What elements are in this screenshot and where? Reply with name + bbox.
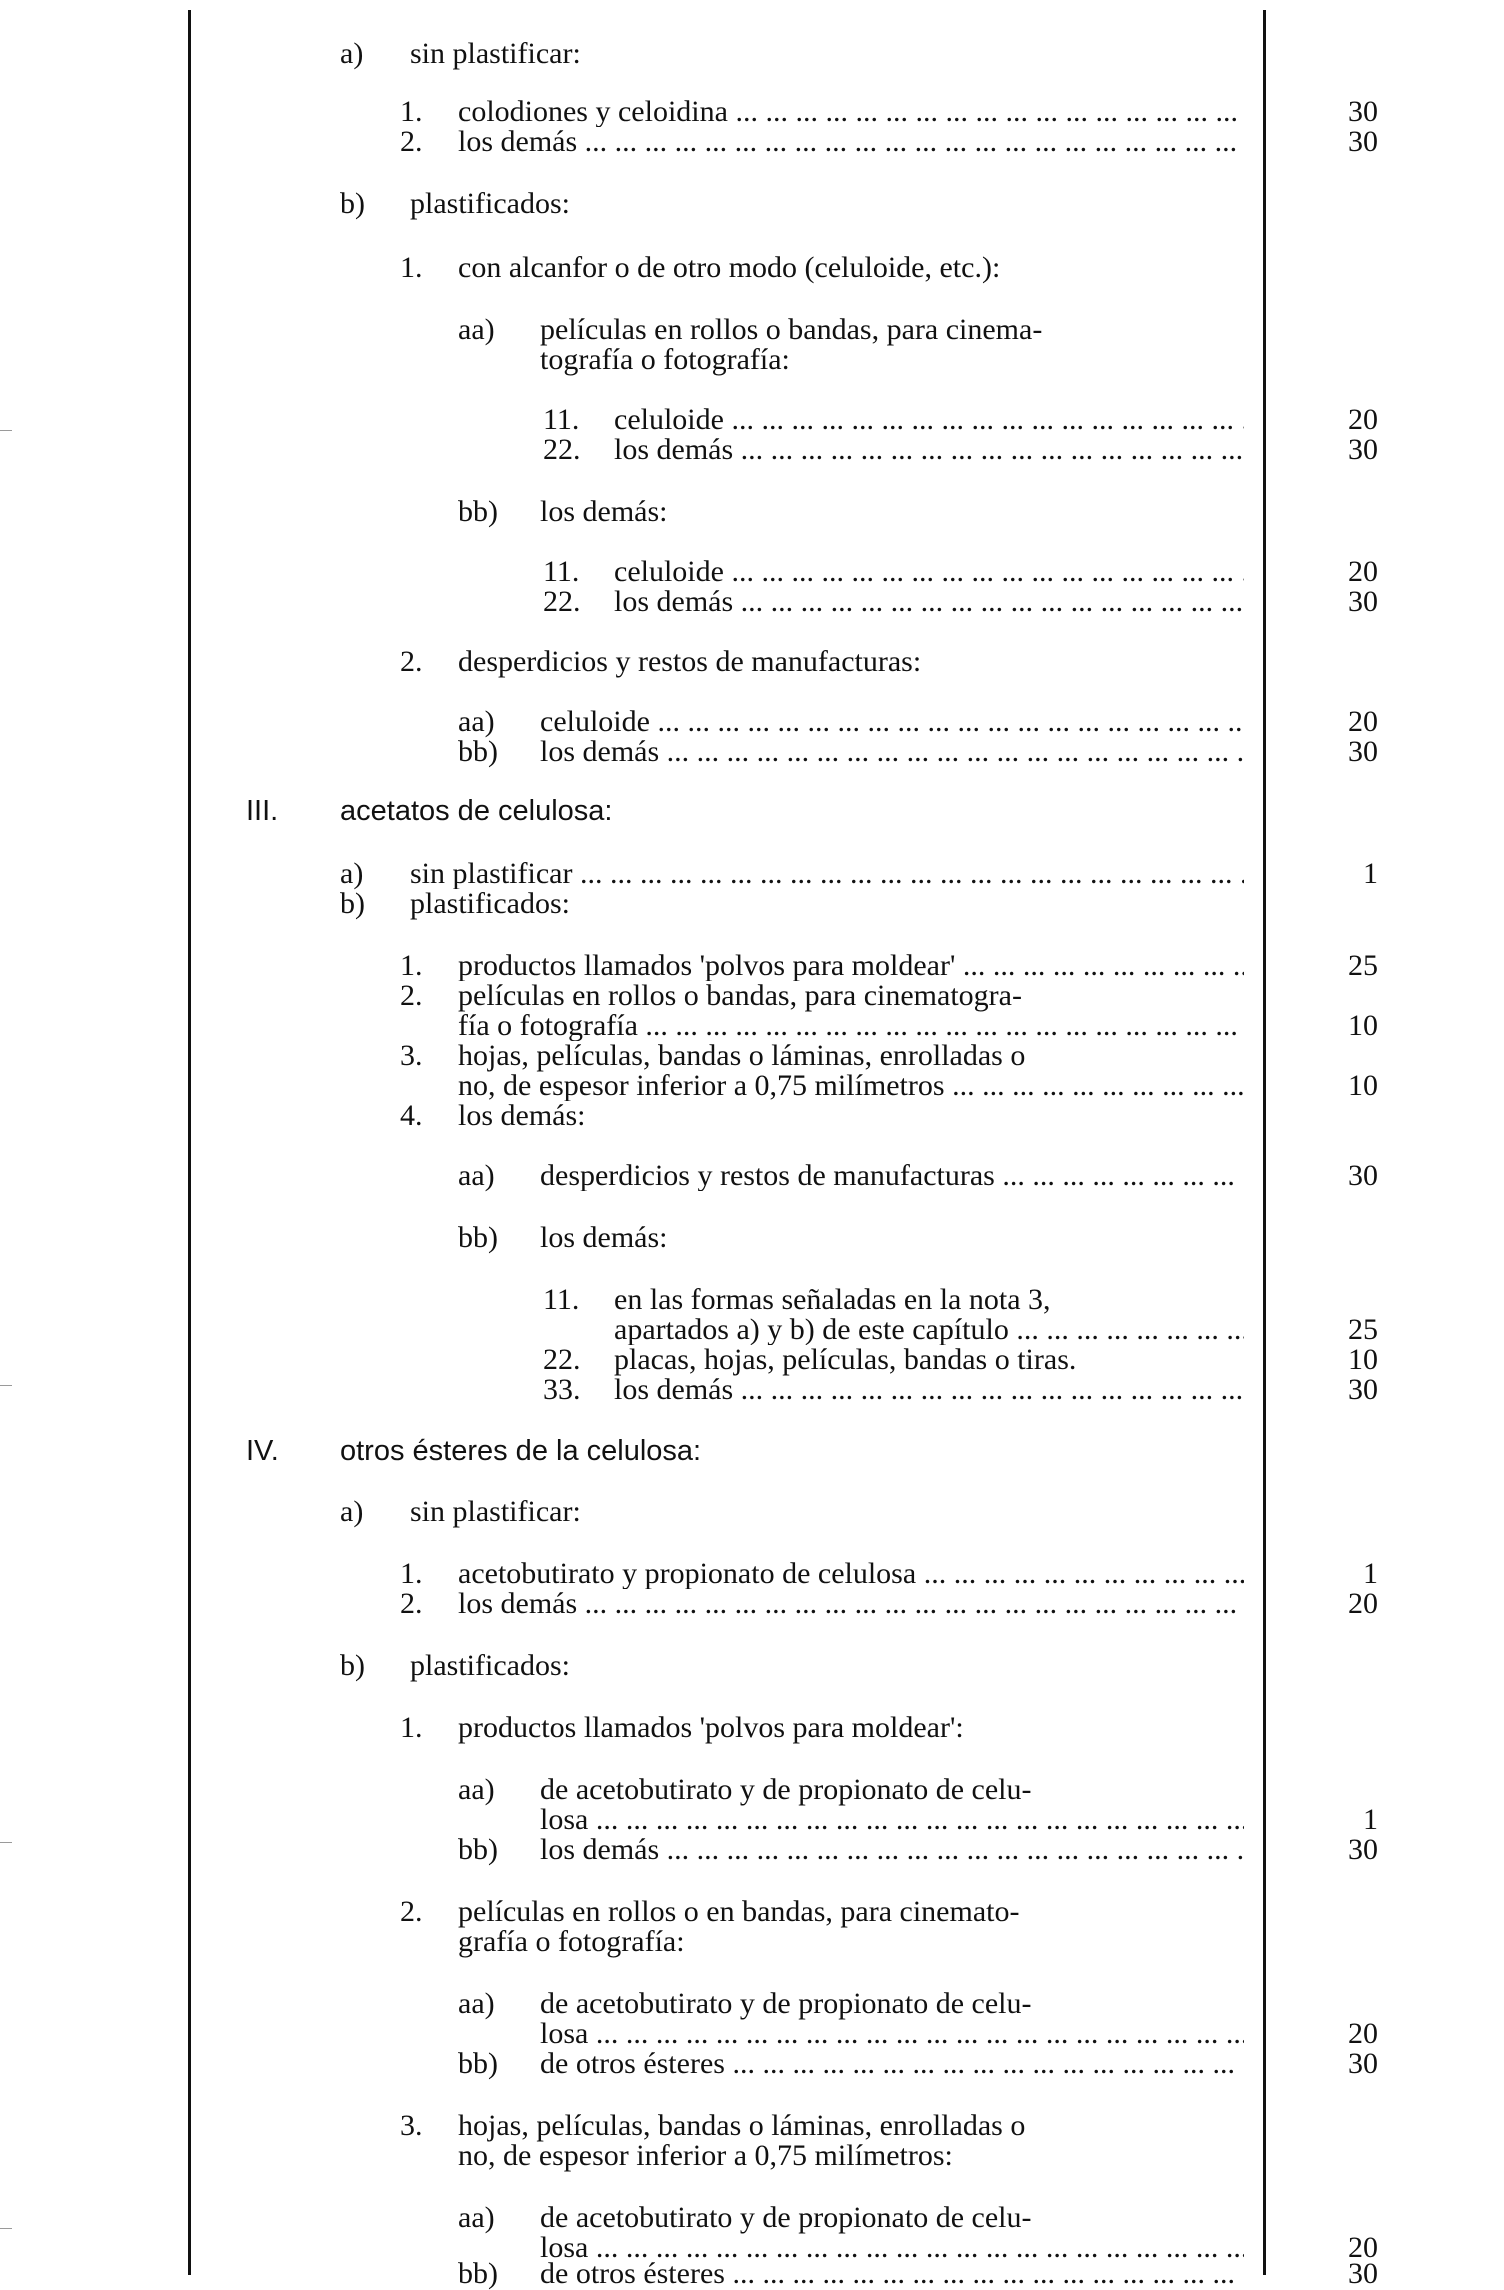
item-label: bb) [458,2047,498,2080]
duty-rate: 30 [1348,2257,1378,2290]
item-description: apartados a) y b) de este capítulo ... . [614,1314,1244,1345]
item-description: no, de espesor inferior a 0,75 milímetros: [458,2139,953,2172]
item-label: 22. [543,1343,581,1376]
item-description: películas en rollos o en bandas, para cinemato- [458,1895,1020,1928]
duty-rate: 10 [1348,1343,1378,1376]
item-description: plastificados: [410,887,570,920]
item-description: plastificados: [410,1649,570,1682]
item-label: bb) [458,495,498,528]
item-description: desperdicios y restos de manufacturas: [458,645,922,678]
item-label: b) [340,1649,365,1682]
item-description: películas en rollos o bandas, para cinematogra- [458,979,1022,1012]
item-label: 1. [400,95,423,128]
item-description: tografía o fotografía: [540,343,790,376]
item-description: los demás: [540,495,668,528]
item-description: losa ... . [540,1804,1244,1835]
item-label: 22. [543,585,581,618]
right-column-rule [1263,10,1266,2275]
item-label: b) [340,887,365,920]
item-description: en las formas señaladas en la nota 3, [614,1283,1051,1316]
duty-rate: 25 [1348,1313,1378,1346]
item-label: 2. [400,1895,423,1928]
item-label: 2. [400,979,423,1012]
item-description: celuloide ... . [614,556,1244,587]
duty-rate: 30 [1348,2047,1378,2080]
duty-rate: 30 [1348,1833,1378,1866]
duty-rate: 20 [1348,2231,1378,2264]
item-description: no, de espesor inferior a 0,75 milímetros ... . [458,1070,1244,1101]
item-description: losa ... . [540,2018,1244,2049]
duty-rate: 20 [1348,1587,1378,1620]
duty-rate: 30 [1348,125,1378,158]
item-label: 3. [400,1039,423,1072]
item-label: 22. [543,433,581,466]
item-label: aa) [458,1773,495,1806]
item-label: bb) [458,1221,498,1254]
item-description: los demás: [458,1099,586,1132]
item-description: acetobutirato y propionato de celulosa ... . [458,1558,1244,1589]
left-column-rule [188,10,191,2275]
duty-rate: 30 [1348,1373,1378,1406]
item-label: 2. [400,1587,423,1620]
margin-tick [0,2228,12,2229]
item-description: productos llamados 'polvos para moldear' ... . [458,950,1244,981]
item-description: otros ésteres de la celulosa: [340,1435,702,1467]
item-label: 2. [400,645,423,678]
item-description: fía o fotografía ... . [458,1010,1244,1041]
item-label: bb) [458,735,498,768]
item-description: placas, hojas, películas, bandas o tiras. [614,1343,1077,1376]
item-label: 33. [543,1373,581,1406]
item-label: 11. [543,555,580,588]
item-description: de acetobutirato y de propionato de celu- [540,2201,1032,2234]
item-label: 2. [400,125,423,158]
item-label: 1. [400,1711,423,1744]
item-description: los demás ... . [614,586,1244,617]
margin-tick [0,1385,12,1386]
duty-rate: 1 [1363,1557,1378,1590]
item-label: aa) [458,2201,495,2234]
item-description: los demás ... . [540,1834,1244,1865]
item-label: 1. [400,251,423,284]
item-description: productos llamados 'polvos para moldear': [458,1711,964,1744]
item-label: a) [340,37,364,70]
item-label: aa) [458,313,495,346]
duty-rate: 1 [1363,1803,1378,1836]
item-description: los demás ... . [458,1588,1244,1619]
item-description: celuloide ... . [614,404,1244,435]
item-description: los demás ... . [458,126,1244,157]
item-description: desperdicios y restos de manufacturas ... . [540,1160,1244,1191]
margin-tick [0,1842,12,1843]
item-label: 1. [400,1557,423,1590]
item-description: sin plastificar: [410,1495,581,1528]
item-description: de otros ésteres ... . [540,2258,1244,2289]
duty-rate: 30 [1348,735,1378,768]
duty-rate: 10 [1348,1009,1378,1042]
item-label: IV. [246,1435,279,1467]
item-description: los demás: [540,1221,668,1254]
duty-rate: 20 [1348,705,1378,738]
duty-rate: 10 [1348,1069,1378,1102]
item-label: III. [246,795,279,827]
duty-rate: 30 [1348,1159,1378,1192]
item-description: hojas, películas, bandas o láminas, enrolladas o [458,1039,1026,1072]
item-description: losa ... . [540,2232,1244,2263]
duty-rate: 20 [1348,2017,1378,2050]
item-label: bb) [458,1833,498,1866]
item-label: 11. [543,1283,580,1316]
item-description: sin plastificar: [410,37,581,70]
margin-tick [0,430,12,431]
duty-rate: 25 [1348,949,1378,982]
item-description: grafía o fotografía: [458,1925,685,1958]
duty-rate: 30 [1348,95,1378,128]
item-description: con alcanfor o de otro modo (celuloide, etc.): [458,251,1001,284]
item-label: a) [340,857,364,890]
duty-rate: 30 [1348,433,1378,466]
duty-rate: 20 [1348,555,1378,588]
item-description: los demás ... . [540,736,1244,767]
item-description: de otros ésteres ... . [540,2048,1244,2079]
item-label: 3. [400,2109,423,2142]
item-description: celuloide ... . [540,706,1244,737]
item-label: aa) [458,1159,495,1192]
item-description: películas en rollos o bandas, para cinema- [540,313,1043,346]
item-label: bb) [458,2257,498,2290]
item-description: colodiones y celoidina ... . [458,96,1244,127]
item-description: plastificados: [410,187,570,220]
item-label: 4. [400,1099,423,1132]
item-description: sin plastificar ... . [410,858,1244,889]
item-label: aa) [458,705,495,738]
duty-rate: 20 [1348,403,1378,436]
item-description: los demás ... . [614,1374,1244,1405]
item-description: de acetobutirato y de propionato de celu- [540,1987,1032,2020]
duty-rate: 1 [1363,857,1378,890]
item-label: aa) [458,1987,495,2020]
item-description: hojas, películas, bandas o láminas, enrolladas o [458,2109,1026,2142]
item-description: de acetobutirato y de propionato de celu- [540,1773,1032,1806]
item-label: 1. [400,949,423,982]
duty-rate: 30 [1348,585,1378,618]
item-description: acetatos de celulosa: [340,795,613,827]
item-label: a) [340,1495,364,1528]
item-label: b) [340,187,365,220]
item-label: 11. [543,403,580,436]
item-description: los demás ... . [614,434,1244,465]
